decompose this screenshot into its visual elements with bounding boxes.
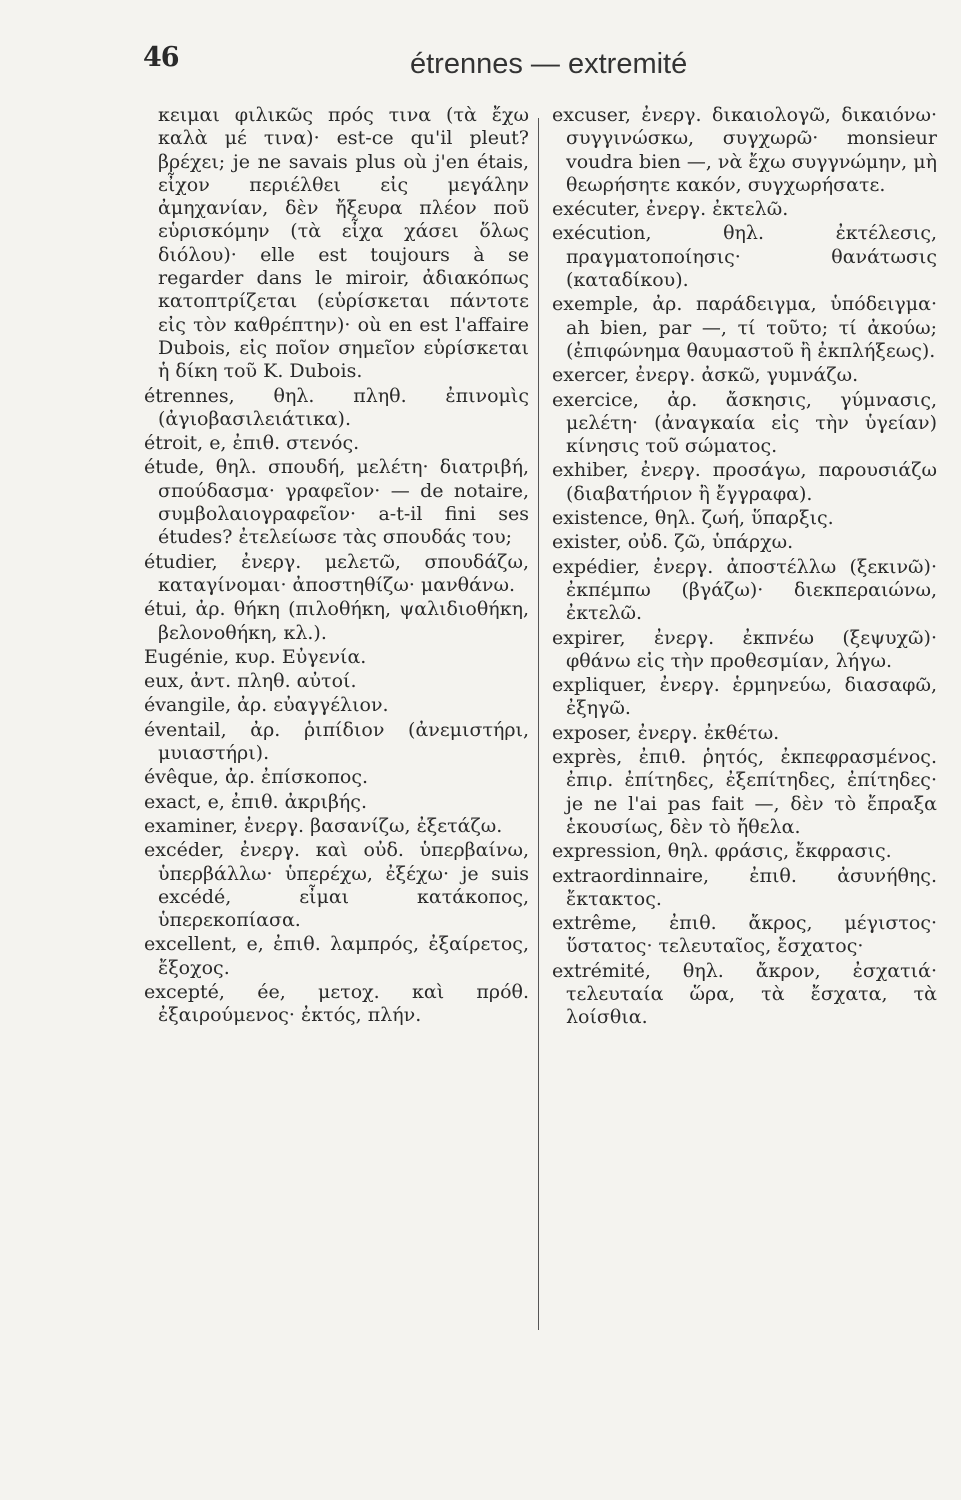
- dictionary-entry: étude, θηλ. σπουδή, μελέτη· διατριβή, σπούδασμα· γραφεῖον· — de notaire, συμβολαιογραφεῖον· a-t-il fini ses études? ἐτελείωσε τὰς σπουδάς του;: [144, 456, 529, 549]
- dictionary-entry: exécuter, ἐνεργ. ἐκτελῶ.: [552, 198, 789, 221]
- dictionary-entry: étrennes, θηλ. πληθ. ἐπινομὶς (ἀγιοβασιλειάτικα).: [144, 384, 529, 430]
- dictionary-entry: exhiber, ἐνεργ. προσάγω, παρουσιάζω (διαβατήριον ἢ ἔγγραφα).: [552, 459, 937, 505]
- dictionary-entry: excepté, ée, μετοχ. καὶ πρόθ. ἐξαιρούμενος· ἐκτός, πλήν.: [144, 980, 529, 1027]
- dictionary-entry: expression, θηλ. φράσις, ἔκφρασις.: [552, 840, 892, 863]
- dictionary-entry: exercice, ἀρ. ἄσκησις, γύμνασις, μελέτη· (ἀναγκαία εἰς τὴν ὑγείαν) κίνησις τοῦ σώματος.: [552, 388, 937, 458]
- dictionary-entry: exercer, ἐνεργ. ἀσκῶ, γυμνάζω.: [552, 364, 859, 387]
- dictionary-entry: exister, οὐδ. ζῶ, ὑπάρχω.: [552, 531, 794, 554]
- right-column: [552, 104, 937, 1031]
- column-divider: [538, 118, 539, 1330]
- dictionary-entry: exact, e, ἐπιθ. ἀκριβής.: [144, 790, 367, 813]
- dictionary-entry: étudier, ἐνεργ. μελετῶ, σπουδάζω, καταγίνομαι· ἀποστηθίζω· μανθάνω.: [144, 550, 529, 596]
- dictionary-entry: κειμαι φιλικῶς πρός τινα (τὰ ἔχω καλὰ μέ τινα)· est-ce qu'il pleut? βρέχει; je ne savais plus où j'en étais, εἶχον περιέλθει εἰς μεγάλην ἀμηχανίαν, δὲν ἤξευρα πλέον ποῦ εὑρισκόμην (τὰ εἶχα χάσει ὅλως διόλου)· elle est toujours à se regarder dans le miroir, ἀδιακόπως κατοπτρίζεται (εὑρίσκεται πάντοτε εἰς τὸν καθρέπτην)· où en est l'affaire Dubois, εἰς ποῖον σημεῖον εὑρίσκεται ἡ δίκη τοῦ Κ. Dubois.: [158, 104, 529, 383]
- dictionary-entry: existence, θηλ. ζωή, ὕπαρξις.: [552, 507, 834, 530]
- dictionary-entry: éventail, ἀρ. ῥιπίδιον (ἀνεμιστήρι, μυιαστήρι).: [144, 718, 529, 765]
- dictionary-entry: exécution, θηλ. ἐκτέλεσις, πραγματοποίησις· θανάτωσις (καταδίκου).: [552, 222, 937, 292]
- dictionary-entry: exemple, ἀρ. παράδειγμα, ὑπόδειγμα· ah bien, par —, τί τοῦτο; τί ἀκούω; (ἐπιφώνημα θαυμαστοῦ ἢ ἐκπλήξεως).: [552, 293, 937, 362]
- page-number: 46: [143, 42, 179, 73]
- dictionary-entry: extraordinnaire, ἐπιθ. ἀσυνήθης. ἔκτακτος.: [552, 864, 937, 910]
- dictionary-entry: expliquer, ἐνεργ. ἑρμηνεύω, διασαφῶ, ἐξηγῶ.: [552, 674, 937, 720]
- dictionary-entry: extrémité, θηλ. ἄκρον, ἐσχατιά· τελευταία ὥρα, τὰ ἔσχατα, τὰ λοίσθια.: [552, 959, 937, 1029]
- dictionary-entry: eux, ἀντ. πληθ. αὐτοί.: [144, 670, 357, 693]
- dictionary-entry: examiner, ἐνεργ. βασανίζω, ἐξετάζω.: [144, 814, 503, 837]
- left-column: [144, 104, 529, 1029]
- dictionary-entry: expédier, ἐνεργ. ἀποστέλλω (ξεκινῶ)· ἐκπέμπω (βγάζω)· διεκπεραιώνω, ἐκτελῶ.: [552, 555, 937, 625]
- dictionary-entry: excuser, ἐνεργ. δικαιολογῶ, δικαιόνω· συγγινώσκω, συγχωρῶ· monsieur voudra bien —, νὰ ἔχω συγγνώμην, μὴ θεωρήσητε κακόν, συγχωρήσατε.: [552, 104, 937, 196]
- dictionary-entry: étui, ἀρ. θήκη (πιλοθήκη, ψαλιδιοθήκη, βελονοθήκη, κλ.).: [144, 598, 529, 644]
- dictionary-entry: exprès, ἐπιθ. ῥητός, ἐκπεφρασμένος. ἐπιρ. ἐπίτηδες, ἐξεπίτηδες, ἐπίτηδες· je ne l'ai pas fait —, δὲν τὸ ἔπραξα ἑκουσίως, δὲν τὸ ἤθελα.: [552, 746, 937, 838]
- running-head: étrennes — extremité: [410, 48, 688, 80]
- dictionary-entry: excéder, ἐνεργ. καὶ οὐδ. ὑπερβαίνω, ὑπερβάλλω· ὑπερέχω, ἐξέχω· je suis excédé, εἶμαι κατάκοπος, ὑπερεκοπίασα.: [144, 839, 529, 932]
- dictionary-entry: expirer, ἐνεργ. ἐκπνέω (ξεψυχῶ)· φθάνω εἰς τὴν προθεσμίαν, λήγω.: [552, 626, 937, 672]
- dictionary-entry: excellent, e, ἐπιθ. λαμπρός, ἐξαίρετος, ἔξοχος.: [144, 933, 529, 979]
- dictionary-entry: Eugénie, κυρ. Εὐγενία.: [144, 645, 367, 668]
- dictionary-entry: étroit, e, ἐπιθ. στενός.: [144, 432, 360, 455]
- dictionary-entry: extrême, ἐπιθ. ἄκρος, μέγιστος· ὕστατος· τελευταῖος, ἔσχατος·: [552, 912, 937, 958]
- dictionary-entry: évêque, ἀρ. ἐπίσκοπος.: [144, 766, 369, 789]
- dictionary-entry: exposer, ἐνεργ. ἐκθέτω.: [552, 721, 780, 744]
- dictionary-entry: évangile, ἀρ. εὐαγγέλιον.: [144, 694, 389, 717]
